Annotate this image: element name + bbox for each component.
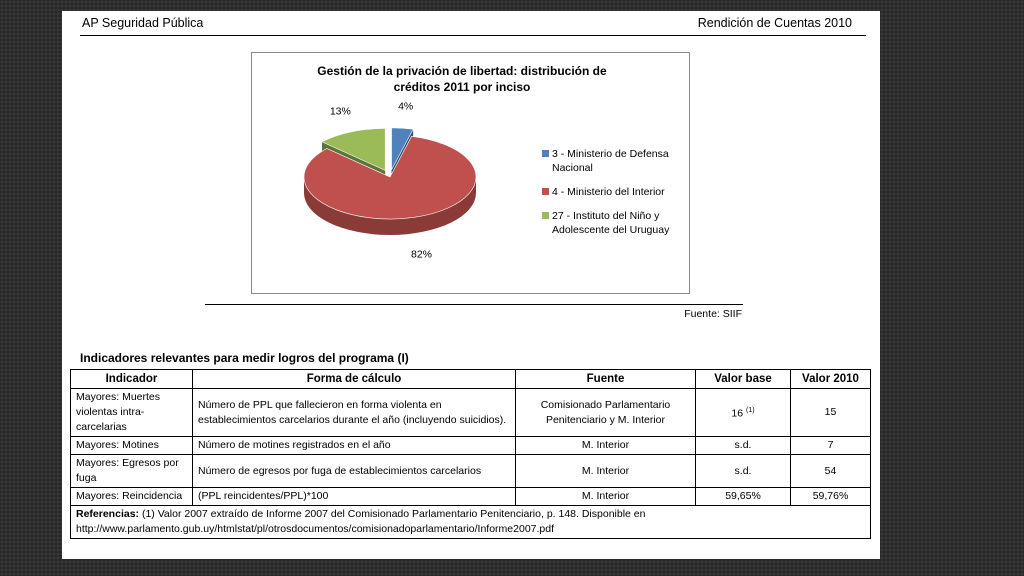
cell-fuente: M. Interior: [516, 437, 696, 455]
table-header-row: [71, 370, 871, 389]
cell-calculo: (PPL reincidentes/PPL)*100: [193, 488, 516, 506]
pie-data-label-0: 4%: [398, 100, 414, 113]
cell-valor-base: s.d.: [696, 455, 791, 488]
cell-indicador: Mayores: Reincidencia: [71, 488, 193, 506]
legend-label: 27 - Instituto del Niño y: [552, 210, 660, 222]
legend-label: 3 - Ministerio de Defensa: [552, 148, 669, 160]
references-label: Referencias:: [76, 508, 140, 520]
cell-calculo: Número de PPL que fallecieron en forma violenta en establecimientos carcelarios durante el año (incluyendo suicidios).: [193, 389, 516, 437]
legend-item: [542, 147, 682, 175]
table-row: [71, 455, 871, 488]
table-row: [71, 389, 871, 437]
cell-fuente: M. Interior: [516, 488, 696, 506]
chart-legend: [542, 147, 682, 247]
cell-valor-base: 59,65%: [696, 488, 791, 506]
cell-calculo: Número de motines registrados en el año: [193, 437, 516, 455]
chart-title-line-1: Gestión de la privación de libertad: distribución de: [317, 64, 607, 78]
header-rule: [80, 35, 866, 36]
pie-data-label-2: 13%: [329, 105, 351, 118]
table-row: [71, 488, 871, 506]
header-right-title: Rendición de Cuentas 2010: [697, 16, 852, 30]
document-page: [62, 11, 880, 559]
cell-fuente: Comisionado Parlamentario Penitenciario y M. Interior: [516, 389, 696, 437]
references-cell: [71, 506, 871, 539]
chart-title-line-2: créditos 2011 por inciso: [393, 80, 531, 94]
legend-label: Nacional: [552, 162, 593, 174]
cell-indicador: Mayores: Motines: [71, 437, 193, 455]
table-row: [71, 437, 871, 455]
cell-indicador: Mayores: Muertes violentas intra-carcelarias: [71, 389, 193, 437]
col-header-valor-2010: Valor 2010: [791, 370, 871, 389]
valor-base-value: 16: [731, 407, 744, 420]
section-title: Indicadores relevantes para medir logros del programa (I): [80, 351, 409, 365]
pie-data-label-1: 82%: [410, 248, 433, 261]
cell-valor-2010: 59,76%: [791, 488, 871, 506]
pie-chart: [251, 52, 690, 294]
col-header-valor-base: Valor base: [696, 370, 791, 389]
col-header-indicador: Indicador: [71, 370, 193, 389]
cell-valor-2010: 7: [791, 437, 871, 455]
legend-item: [542, 209, 682, 237]
legend-swatch: [542, 212, 549, 219]
legend-label: Adolescente del Uruguay: [552, 224, 670, 236]
header-left-title: AP Seguridad Pública: [82, 16, 204, 30]
cell-fuente: M. Interior: [516, 455, 696, 488]
cell-valor-base: s.d.: [696, 437, 791, 455]
cell-valor-2010: 54: [791, 455, 871, 488]
cell-valor-2010: 15: [791, 389, 871, 437]
legend-item: [542, 185, 682, 199]
legend-swatch: [542, 150, 549, 157]
footnote-marker: (1): [746, 407, 755, 415]
references-text: (1) Valor 2007 extraído de Informe 2007 del Comisionado Parlamentario Penitenciario, p. 148. Disponible en http://www.parlamento.gub.uy/htmlstat/pl/otrosdocumentos/comisionadoparlamentario/Informe2007.pdf: [76, 508, 646, 535]
cell-calculo: Número de egresos por fuga de establecimientos carcelarios: [193, 455, 516, 488]
source-rule: [205, 304, 743, 305]
legend-swatch: [542, 188, 549, 195]
col-header-forma-calculo: Forma de cálculo: [193, 370, 516, 389]
references-row: [71, 506, 871, 539]
source-note: Fuente: SIIF: [684, 308, 742, 320]
cell-indicador: Mayores: Egresos por fuga: [71, 455, 193, 488]
cell-valor-base: [696, 389, 791, 437]
legend-label: 4 - Ministerio del Interior: [552, 186, 665, 198]
col-header-fuente: Fuente: [516, 370, 696, 389]
indicators-table: [70, 369, 871, 539]
